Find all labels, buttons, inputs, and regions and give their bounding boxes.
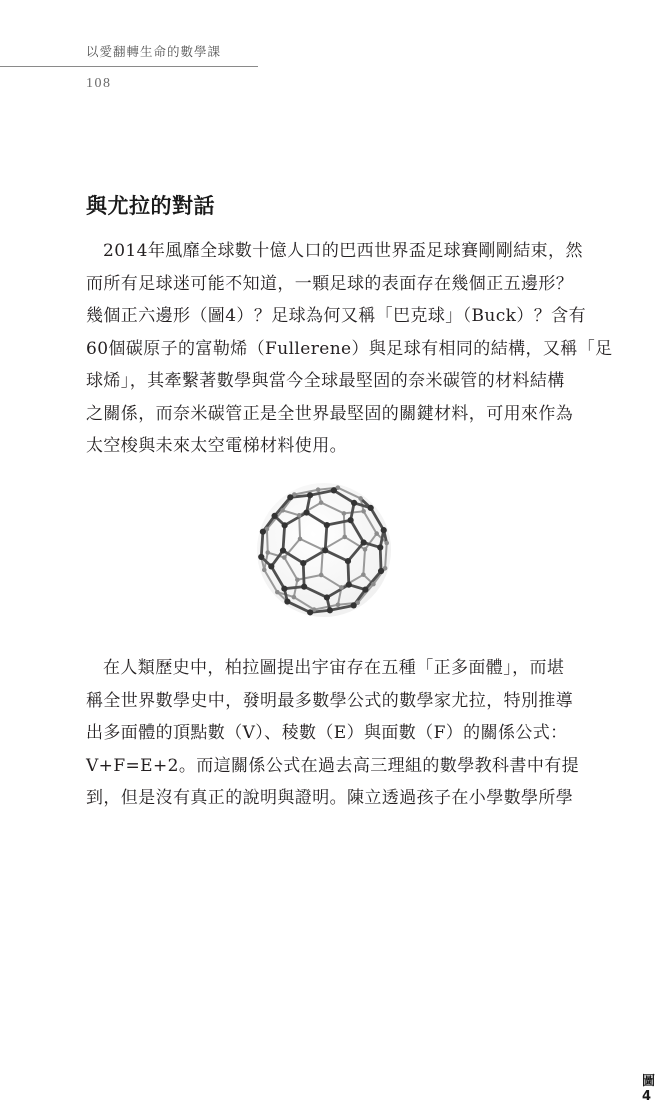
carbon-atom bbox=[272, 513, 278, 519]
carbon-atom bbox=[377, 544, 383, 550]
paragraph-line: 之關係，而奈米碳管正是全世界最堅固的關鍵材料，可用來作為 bbox=[86, 403, 574, 424]
carbon-atom bbox=[368, 505, 374, 511]
carbon-atom bbox=[298, 537, 303, 542]
carbon-bond bbox=[267, 529, 268, 553]
carbon-atom bbox=[324, 522, 330, 528]
header-rule bbox=[0, 66, 258, 67]
paragraph-line: V+F=E+2。而這關係公式在過去高三理組的數學教科書中有提 bbox=[86, 755, 580, 776]
carbon-bond bbox=[303, 563, 304, 587]
paragraph-line: 在人類歷史中，柏拉圖提出宇宙存在五種「正多面體」，而堪 bbox=[103, 658, 565, 678]
paragraph-1 bbox=[86, 235, 613, 463]
carbon-atom bbox=[303, 509, 309, 515]
paragraph-2 bbox=[86, 652, 578, 815]
carbon-atom bbox=[281, 586, 287, 592]
carbon-atom bbox=[363, 547, 368, 552]
carbon-bond bbox=[325, 525, 327, 550]
carbon-atom bbox=[275, 590, 280, 595]
carbon-bond bbox=[380, 547, 381, 571]
carbon-atom bbox=[287, 494, 293, 500]
carbon-atom bbox=[361, 539, 367, 545]
carbon-atom bbox=[381, 527, 387, 533]
carbon-atom bbox=[345, 558, 351, 564]
carbon-atom bbox=[260, 529, 266, 535]
carbon-atom bbox=[384, 541, 389, 546]
carbon-atom bbox=[378, 568, 384, 574]
carbon-atom bbox=[371, 582, 376, 587]
carbon-atom bbox=[284, 598, 290, 604]
carbon-atom bbox=[268, 563, 274, 569]
paragraph-line: 而所有足球迷可能不知道，一顆足球的表面存在幾個正五邊形？ bbox=[86, 273, 574, 294]
carbon-atom bbox=[316, 487, 321, 492]
section-heading: 與尤拉的對話 bbox=[86, 194, 215, 218]
carbon-atom bbox=[307, 609, 313, 615]
carbon-atom bbox=[301, 584, 307, 590]
carbon-atom bbox=[282, 555, 287, 560]
carbon-atom bbox=[300, 560, 306, 566]
carbon-atom bbox=[374, 531, 379, 536]
paragraph-line: 2014年風靡全球數十億人口的巴西世界盃足球賽剛剛結束，然 bbox=[103, 241, 583, 261]
carbon-atom bbox=[280, 547, 286, 553]
carbon-atom bbox=[346, 582, 352, 588]
carbon-atom bbox=[262, 568, 267, 573]
carbon-atom bbox=[342, 535, 347, 540]
carbon-atom bbox=[322, 547, 328, 553]
carbon-atom bbox=[258, 554, 264, 560]
paragraph-line: 稱全世界數學史中，發明最多數學公式的數學家尤拉，特別推導 bbox=[86, 690, 574, 711]
book-title: 以愛翻轉生命的數學課 bbox=[86, 44, 222, 59]
paragraph-line: 球烯」，其牽繫著數學與當今全球最堅固的奈米碳管的材料結構 bbox=[86, 371, 565, 391]
carbon-atom bbox=[351, 602, 357, 608]
carbon-bond bbox=[348, 561, 349, 585]
carbon-atom bbox=[361, 509, 366, 514]
carbon-atom bbox=[282, 522, 288, 528]
carbon-atom bbox=[292, 595, 297, 600]
figure-caption: 圖4 bbox=[642, 1074, 656, 1104]
carbon-atom bbox=[265, 550, 270, 555]
carbon-atom bbox=[295, 577, 300, 582]
carbon-atom bbox=[327, 607, 333, 613]
carbon-atom bbox=[297, 513, 302, 518]
paragraph-line: 幾個正六邊形（圖4）？足球為何又稱「巴克球」（Buck）？含有 bbox=[86, 306, 586, 326]
carbon-atom bbox=[331, 487, 337, 493]
carbon-atom bbox=[339, 585, 344, 590]
carbon-bond bbox=[261, 532, 263, 557]
carbon-atom bbox=[351, 500, 357, 506]
carbon-atom bbox=[348, 517, 354, 523]
carbon-bond bbox=[344, 513, 345, 537]
carbon-atom bbox=[324, 594, 330, 600]
carbon-atom bbox=[319, 573, 324, 578]
carbon-atom bbox=[319, 500, 324, 505]
fullerene-icon bbox=[246, 472, 446, 632]
carbon-atom bbox=[280, 508, 285, 513]
carbon-atom bbox=[342, 511, 347, 516]
carbon-bond bbox=[283, 525, 285, 550]
paragraph-line: 到，但是沒有真正的說明與證明。陳立透過孩子在小學數學所學 bbox=[86, 788, 574, 808]
paragraph-line: 出多面體的頂點數（V）、稜數（E）與面數（F）的關係公式： bbox=[86, 723, 568, 743]
page-number: 108 bbox=[86, 76, 112, 91]
paragraph-line: 太空梭與未來太空電梯材料使用。 bbox=[86, 436, 347, 456]
carbon-atom bbox=[361, 572, 366, 577]
carbon-bond bbox=[299, 515, 300, 539]
carbon-atom bbox=[336, 602, 341, 607]
carbon-atom bbox=[358, 496, 363, 501]
paragraph-line: 60個碳原子的富勒烯（Fullerene）與足球有相同的結構，又稱「足 bbox=[86, 338, 613, 359]
page-header bbox=[0, 0, 663, 100]
carbon-atom bbox=[307, 492, 313, 498]
carbon-atom bbox=[362, 587, 368, 593]
